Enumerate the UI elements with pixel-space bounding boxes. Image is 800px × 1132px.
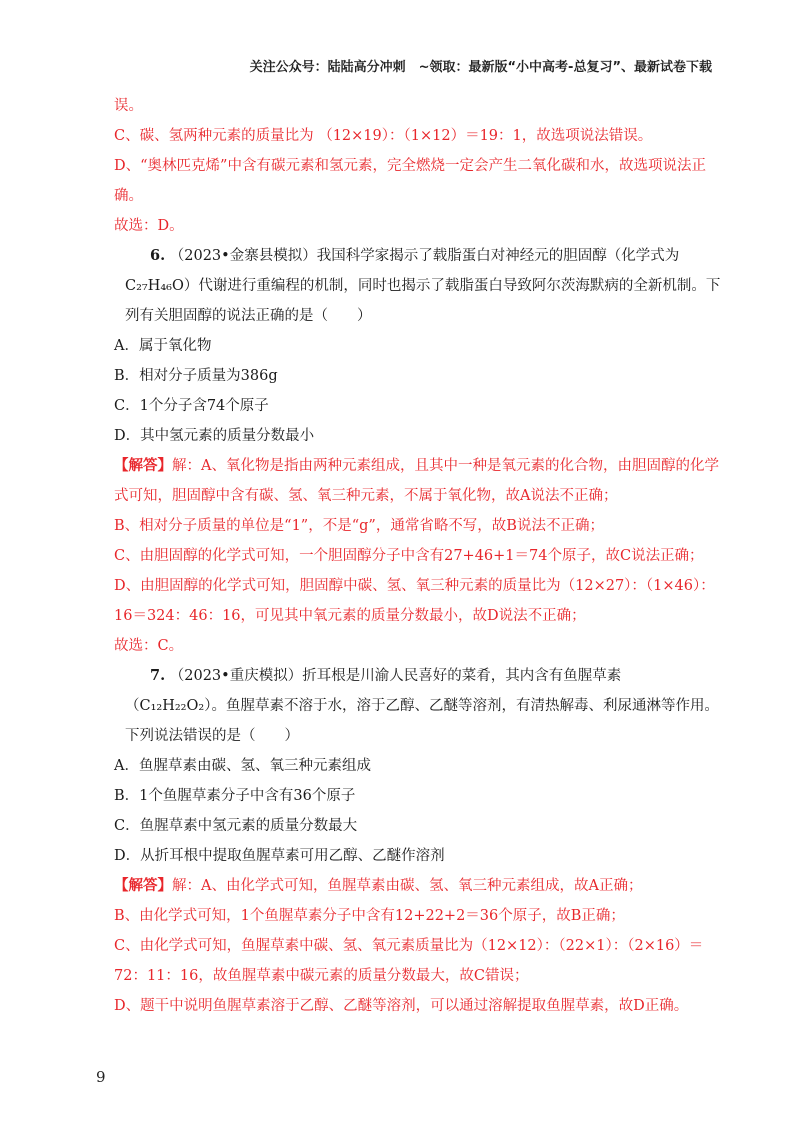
solution-tag: 【解答】 [114, 457, 172, 474]
option-c: C．1个分子含74个原子 [114, 398, 269, 414]
solution-line: C、由化学式可知，鱼腥草素中碳、氢、氧元素质量比为（12×12）：（22×1）：（2×16）＝ [114, 938, 704, 954]
option-b: B．1个鱼腥草素分子中含有36个原子 [114, 788, 356, 804]
option-d: D．从折耳根中提取鱼腥草素可用乙醇、乙醚作溶剂 [114, 848, 445, 864]
prev-answer-d-cont: 确。 [114, 188, 143, 204]
option-c: C．鱼腥草素中氢元素的质量分数最大 [114, 818, 358, 834]
option-b: B．相对分子质量为386g [114, 368, 278, 384]
prev-answer-line: 误。 [114, 98, 143, 114]
solution-tag: 【解答】 [114, 877, 172, 894]
question-text: （2023•金寨县模拟）我国科学家揭示了载脂蛋白对神经元的胆固醇（化学式为 [169, 248, 680, 264]
question-number: 7. [150, 667, 166, 684]
option-a: A．属于氧化物 [114, 338, 212, 354]
option-d: D．其中氢元素的质量分数最小 [114, 428, 315, 444]
question-number: 6. [150, 247, 166, 264]
solution-line: B、由化学式可知，1个鱼腥草素分子中含有12+22+2＝36个原子，故B正确； [114, 908, 625, 924]
question-text: （2023•重庆模拟）折耳根是川渝人民喜好的菜肴，其内含有鱼腥草素 [169, 668, 622, 684]
question-7-stem-cont: 下列说法错误的是（ ） [125, 728, 299, 744]
prev-answer-d: D、“奥林匹克烯”中含有碳元素和氢元素，完全燃烧一定会产生二氧化碳和水，故选项说法正 [114, 158, 706, 174]
prev-final-answer: 故选：D。 [114, 218, 184, 234]
question-7-stem-cont: （C₁₂H₂₂O₂）。鱼腥草素不溶于水，溶于乙醇、乙醚等溶剂，有清热解毒、利尿通淋等作用。 [125, 698, 719, 714]
question-7-stem [114, 666, 714, 686]
question-6-stem-cont: 列有关胆固醇的说法正确的是（ ） [125, 308, 372, 324]
option-a: A．鱼腥草素由碳、氢、氧三种元素组成 [114, 758, 371, 774]
solution-line: 72：11：16，故鱼腥草素中碳元素的质量分数最大，故C错误； [114, 968, 529, 984]
solution-line: 【解答】解：A、由化学式可知，鱼腥草素由碳、氢、氧三种元素组成，故A正确； [114, 877, 643, 894]
page-number: 9 [96, 1068, 106, 1086]
question-6-stem [114, 246, 714, 266]
page-content [114, 96, 721, 1026]
page-header: 关注公众号：陆陆高分冲刺 ~领取：最新版“小中高考-总复习”、最新试卷下载 [249, 60, 712, 75]
solution-line: C、由胆固醇的化学式可知，一个胆固醇分子中含有27+46+1＝74个原子，故C说法正确； [114, 548, 704, 564]
solution-line: D、由胆固醇的化学式可知，胆固醇中碳、氢、氧三种元素的质量比为（12×27）：（1×46）： [114, 578, 715, 594]
prev-answer-c: C、碳、氢两种元素的质量比为 （12×19）：（1×12）＝19：1，故选项说法错误。 [114, 128, 653, 144]
question-6-stem-cont: C₂₇H₄₆O）代谢进行重编程的机制，同时也揭示了载脂蛋白导致阿尔茨海默病的全新机制。下 [125, 278, 721, 294]
solution-line: 式可知，胆固醇中含有碳、氢、氧三种元素，不属于氧化物，故A说法不正确； [114, 488, 618, 504]
solution-line: 【解答】解：A、氧化物是指由两种元素组成，且其中一种是氧元素的化合物，由胆固醇的化学 [114, 457, 719, 474]
solution-line: B、相对分子质量的单位是“1”，不是“g”，通常省略不写，故B说法不正确； [114, 518, 604, 534]
solution-line: D、题干中说明鱼腥草素溶于乙醇、乙醚等溶剂，可以通过溶解提取鱼腥草素，故D正确。 [114, 998, 689, 1014]
final-answer: 故选：C。 [114, 638, 184, 654]
solution-line: 16＝324：46：16，可见其中氧元素的质量分数最小，故D说法不正确； [114, 608, 586, 624]
